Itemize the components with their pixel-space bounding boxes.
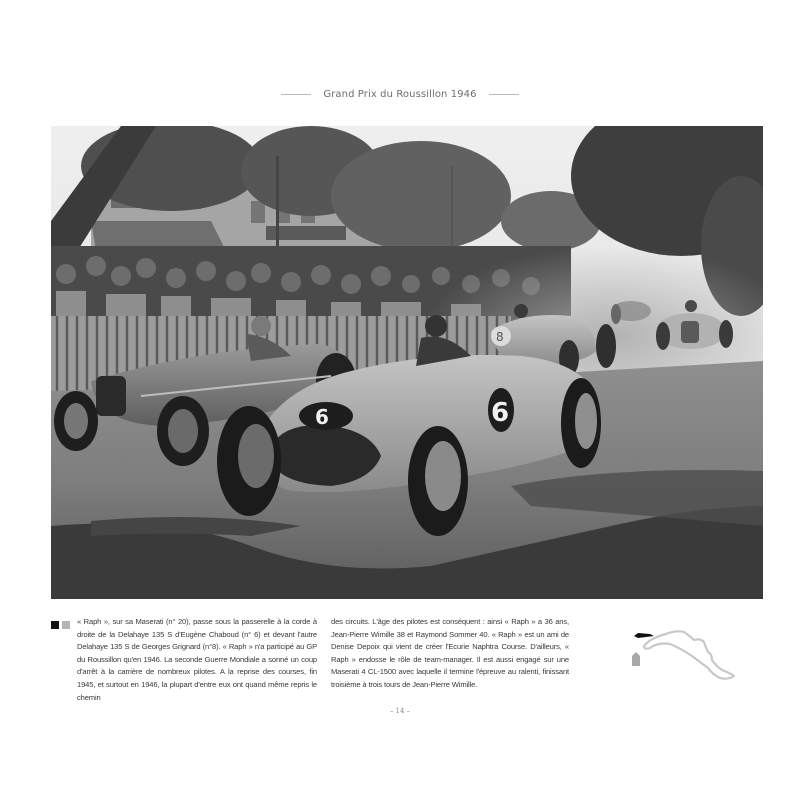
circuit-outline-icon [628, 622, 748, 682]
caption-column-2: des circuits. L'âge des pilotes est conséquent : ainsi « Raph » a 36 ans, Jean-Pierre Wimille 38 et Raymond Sommer 40. « Raph » est un ami de Denise Depoix qui vient de créer l'Ecurie Naphtra Course. D'ailleurs, « Raph » endosse le rôle de team-manager. Il est aussi engagé sur une Maserati 4 CL-1500 avec laquelle il termine l'épreuve au ralenti, finissant troisième à trois tours de Jean-Pierre Wimille. [331, 617, 569, 689]
svg-text:6: 6 [315, 405, 329, 429]
race-photograph [51, 126, 763, 599]
black-square-icon [51, 621, 59, 629]
page-number: – 14 – [389, 707, 411, 715]
caption-column-1: « Raph », sur sa Maserati (n° 20), passe sous la passerelle à la corde à droite de la Delahaye 135 S d'Eugène Chaboud (n° 6) et devant l'autre Delahaye 135 S de Georges Grignard (n°8). « Raph » n'a participé au GP du Roussillon qu'en 1946. La seconde Guerre Mondiale a sonné un coup d'arrêt à la carrière de nombreux pilotes. A la reprise des courses, fin 1945, et surtout en 1946, la plupart d'entre eux ont quand même repris le chemin [77, 617, 317, 702]
running-head [0, 86, 800, 102]
right-rule-divider [489, 94, 519, 95]
pit-building-icon [632, 652, 640, 666]
race-car-icon [634, 633, 654, 638]
caption-markers [51, 621, 70, 629]
gray-square-icon [62, 621, 70, 629]
svg-text:6: 6 [491, 398, 510, 428]
running-title: Grand Prix du Roussillon 1946 [323, 88, 477, 100]
svg-text:8: 8 [496, 330, 504, 344]
left-rule-divider [281, 94, 311, 95]
